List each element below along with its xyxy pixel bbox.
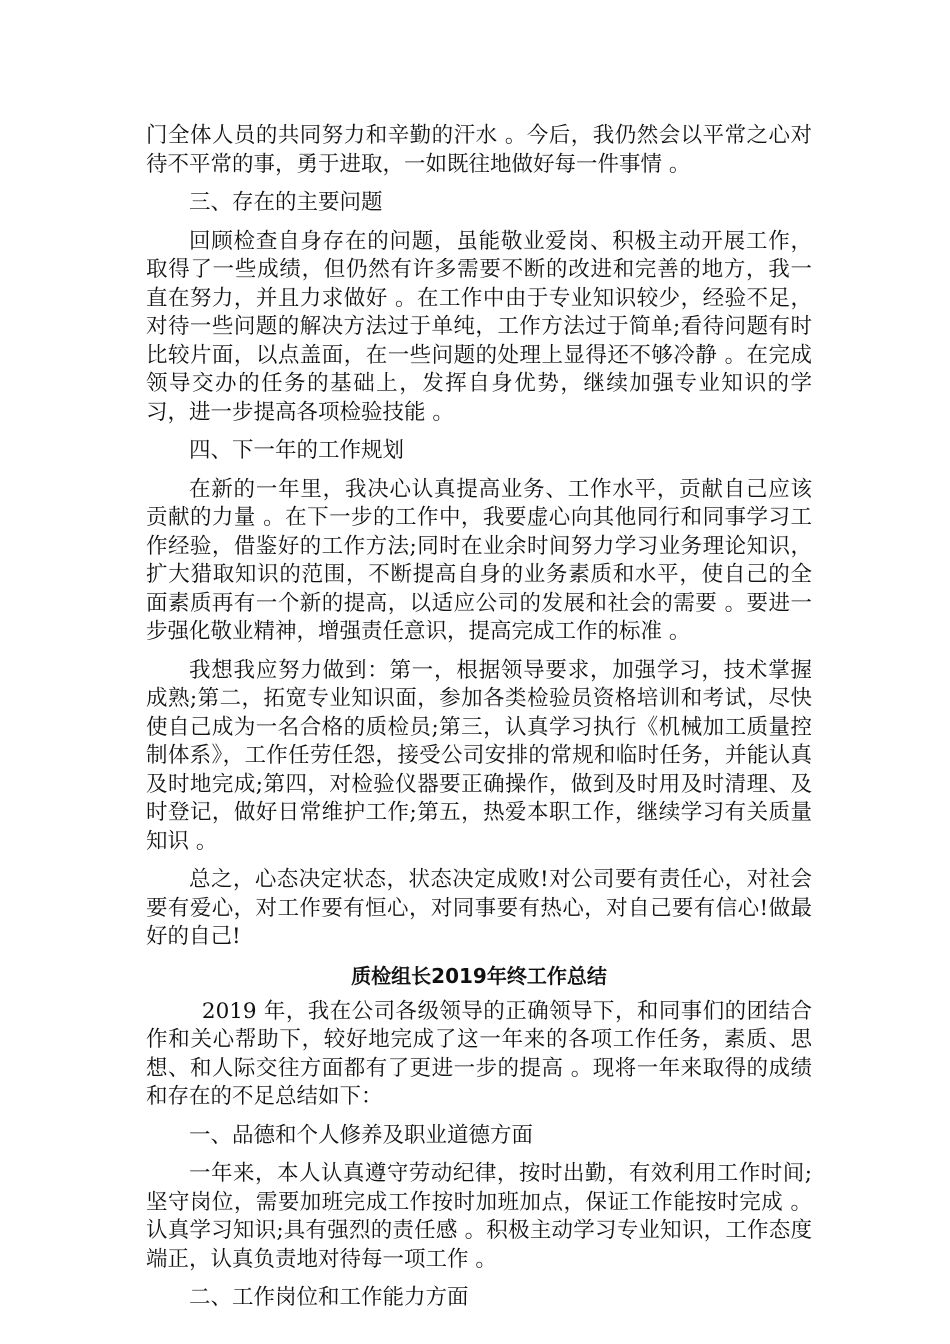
section-3-heading: 三、存在的主要问题 bbox=[189, 190, 383, 215]
section-1-paragraph: 一年来，本人认真遵守劳动纪律，按时出勤，有效利用工作时间;坚守岗位，需要加班完成工作按时加班加点，保证工作能按时完成 。认真学习知识;具有强烈的责任感 。积极主动学习专业知识，工作态度端正，认真负责地对待每一项工作 。 bbox=[146, 1161, 812, 1272]
intro-paragraph: 2019 年，我在公司各级领导的正确领导下，和同事们的团结合作和关心帮助下，较好地完成了这一年来的各项工作任务，素质、思想、和人际交往方面都有了更进一步的提高 。现将一年来取得的成绩和存在的不足总结如下： bbox=[146, 998, 812, 1109]
document-page bbox=[146, 122, 812, 1323]
document-title: 质检组长2019年终工作总结 bbox=[351, 963, 607, 988]
section-4-paragraph-1: 在新的一年里，我决心认真提高业务、工作水平，贡献自己应该贡献的力量 。在下一步的工作中，我要虚心向其他同行和同事学习工作经验，借鉴好的工作方法;同时在业余时间努力学习业务理论知识，扩大猎取知识的范围，不断提高自身的业务素质和水平，使自己的全面素质再有一个新的提高，以适应公司的发展和社会的需要 。要进一步强化敬业精神，增强责任意识，提高完成工作的标准 。 bbox=[146, 476, 812, 644]
section-1-heading: 一、品德和个人修养及职业道德方面 bbox=[189, 1122, 534, 1148]
section-3-paragraph: 回顾检查自身存在的问题，虽能敬业爱岗、积极主动开展工作，取得了一些成绩，但仍然有许多需要不断的改进和完善的地方，我一直在努力，并且力求做好 。在工作中由于专业知识较少，经验不足，对待一些问题的解决方法过于单纯，工作方法过于简单;看待问题有时比较片面，以点盖面，在一些问题的处理上显得还不够冷静 。在完成领导交办的任务的基础上，发挥自身优势，继续加强专业知识的学习，进一步提高各项检验技能 。 bbox=[146, 228, 812, 425]
section-4-paragraph-2: 我想我应努力做到：第一，根据领导要求，加强学习，技术掌握成熟;第二，拓宽专业知识面，参加各类检验员资格培训和考试，尽快使自己成为一名合格的质检员;第三，认真学习执行《机械加工质量控制体系》，工作任劳任怨，接受公司安排的常规和临时任务，并能认真及时地完成;第四，对检验仪器要正确操作，做到及时用及时清理、及时登记，做好日常维护工作;第五，热爱本职工作，继续学习有关质量知识 。 bbox=[146, 657, 812, 854]
section-4-heading: 四、下一年的工作规划 bbox=[189, 438, 405, 463]
continuation-paragraph: 门全体人员的共同努力和辛勤的汗水 。今后，我仍然会以平常之心对待不平常的事，勇于进取，一如既往地做好每一件事情 。 bbox=[146, 123, 812, 177]
section-2-heading: 二、工作岗位和工作能力方面 bbox=[189, 1285, 469, 1310]
conclusion-paragraph: 总之，心态决定状态，状态决定成败!对公司要有责任心，对社会要有爱心，对工作要有恒心，对同事要有热心，对自己要有信心!做最好的自己! bbox=[146, 867, 812, 949]
